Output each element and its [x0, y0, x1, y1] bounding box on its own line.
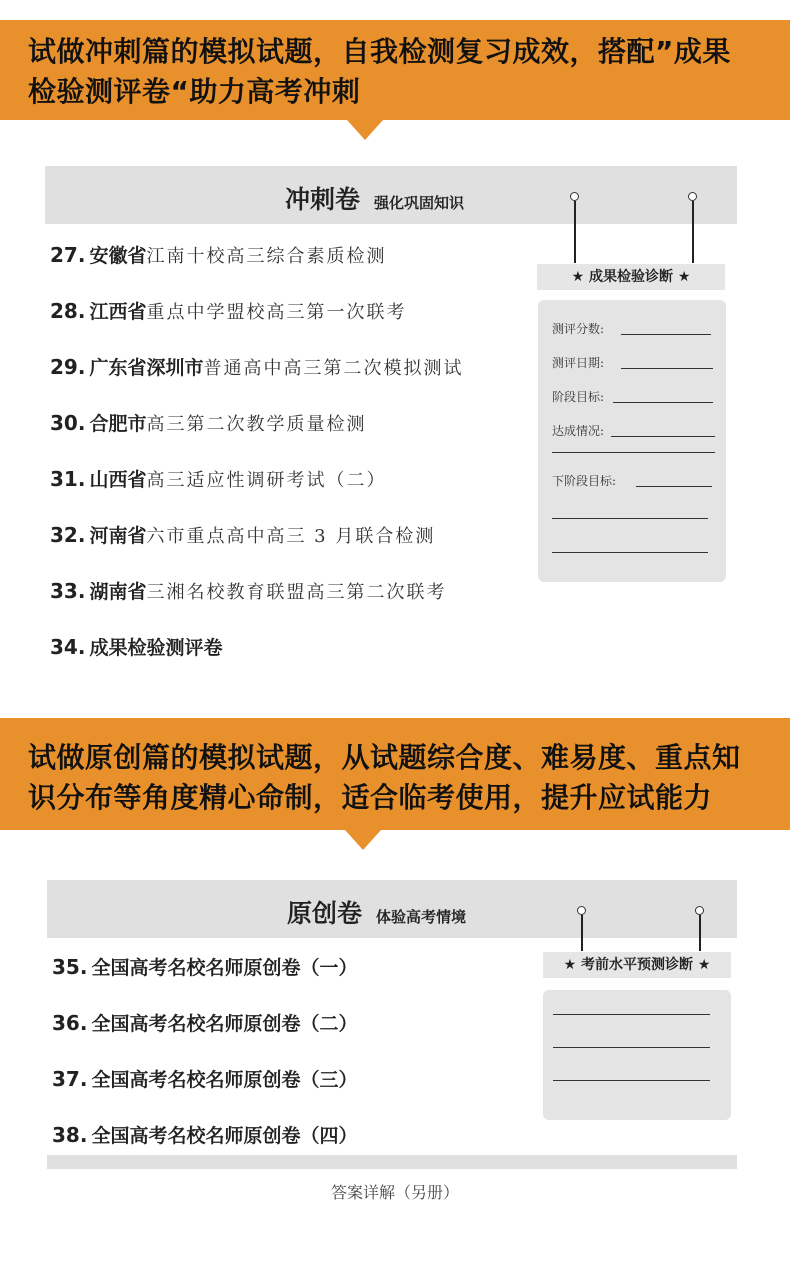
list-item[interactable]: 32. 河南省六市重点高中高三 3 月联合检测 — [50, 523, 436, 547]
banner-arrow — [347, 120, 383, 140]
banner-line-2: 识分布等角度精心命制，适合临考使用，提升应试能力 — [28, 781, 713, 814]
ring-left — [570, 192, 579, 201]
original-paper-list — [52, 952, 357, 1176]
footer-divider — [47, 1155, 737, 1169]
ring-right — [688, 192, 697, 201]
next-goal-line — [636, 486, 712, 487]
prediction-line-3 — [553, 1080, 710, 1081]
ring-right — [695, 906, 704, 915]
prediction-card — [543, 990, 731, 1120]
ring-left — [577, 906, 586, 915]
answer-note: 答案详解（另册） — [330, 1183, 459, 1202]
section-title — [285, 180, 464, 216]
date-label: 测评日期: — [552, 356, 605, 370]
list-item[interactable]: 31. 山西省高三适应性调研考试（二） — [50, 467, 387, 491]
sprint-section-header — [45, 166, 737, 224]
score-line — [621, 334, 711, 335]
section-subtitle: 体验高考情境 — [376, 908, 467, 926]
list-item[interactable]: 28. 江西省重点中学盟校高三第一次联考 — [50, 299, 407, 323]
next-goal-line-3 — [552, 552, 708, 553]
status-line-2 — [552, 452, 715, 453]
section-title — [287, 894, 466, 930]
stem-right — [699, 915, 701, 951]
status-label: 达成情况: — [552, 424, 605, 438]
list-item[interactable]: 27. 安徽省江南十校高三综合素质检测 — [50, 243, 387, 267]
top-banner — [0, 20, 790, 120]
section-title-text: 原创卷 — [287, 899, 363, 928]
goal-line — [613, 402, 713, 403]
goal-label: 阶段目标: — [552, 390, 605, 404]
list-item[interactable]: 29. 广东省深圳市普通高中高三第二次模拟测试 — [50, 355, 464, 379]
next-goal-line-2 — [552, 518, 708, 519]
list-item[interactable]: 30. 合肥市高三第二次教学质量检测 — [50, 411, 367, 435]
banner-line-2: 检验测评卷“助力高考冲刺 — [28, 75, 361, 108]
list-item[interactable]: 38. 全国高考名校名师原创卷（四） — [52, 1123, 358, 1147]
score-label: 测评分数: — [552, 322, 605, 336]
banner-arrow — [345, 830, 381, 850]
stem-left — [581, 915, 583, 951]
date-line — [621, 368, 713, 369]
diagnosis-card — [538, 300, 726, 582]
result-diagnosis-tag: ★ 成果检验诊断 ★ — [537, 264, 725, 290]
banner-line-1: 试做冲刺篇的模拟试题，自我检测复习成效，搭配”成果 — [28, 35, 731, 68]
list-item[interactable]: 37. 全国高考名校名师原创卷（三） — [52, 1067, 358, 1091]
prediction-diagnosis-tag: ★ 考前水平预测诊断 ★ — [543, 952, 731, 978]
section-title-text: 冲刺卷 — [285, 185, 361, 214]
status-line — [611, 436, 715, 437]
list-item[interactable]: 35. 全国高考名校名师原创卷（一） — [52, 955, 358, 979]
list-item[interactable]: 36. 全国高考名校名师原创卷（二） — [52, 1011, 358, 1035]
prediction-line-1 — [553, 1014, 710, 1015]
prediction-line-2 — [553, 1047, 710, 1048]
original-section-header — [47, 880, 737, 938]
sprint-paper-list — [50, 240, 463, 688]
list-item[interactable]: 34. 成果检验测评卷 — [50, 635, 223, 659]
section-subtitle: 强化巩固知识 — [374, 194, 465, 212]
stem-right — [692, 201, 694, 263]
next-goal-label: 下阶段目标: — [552, 474, 617, 488]
banner-line-1: 试做原创篇的模拟试题，从试题综合度、难易度、重点知 — [28, 741, 741, 774]
list-item[interactable]: 33. 湖南省三湘名校教育联盟高三第二次联考 — [50, 579, 447, 603]
stem-left — [574, 201, 576, 263]
middle-banner — [0, 718, 790, 830]
